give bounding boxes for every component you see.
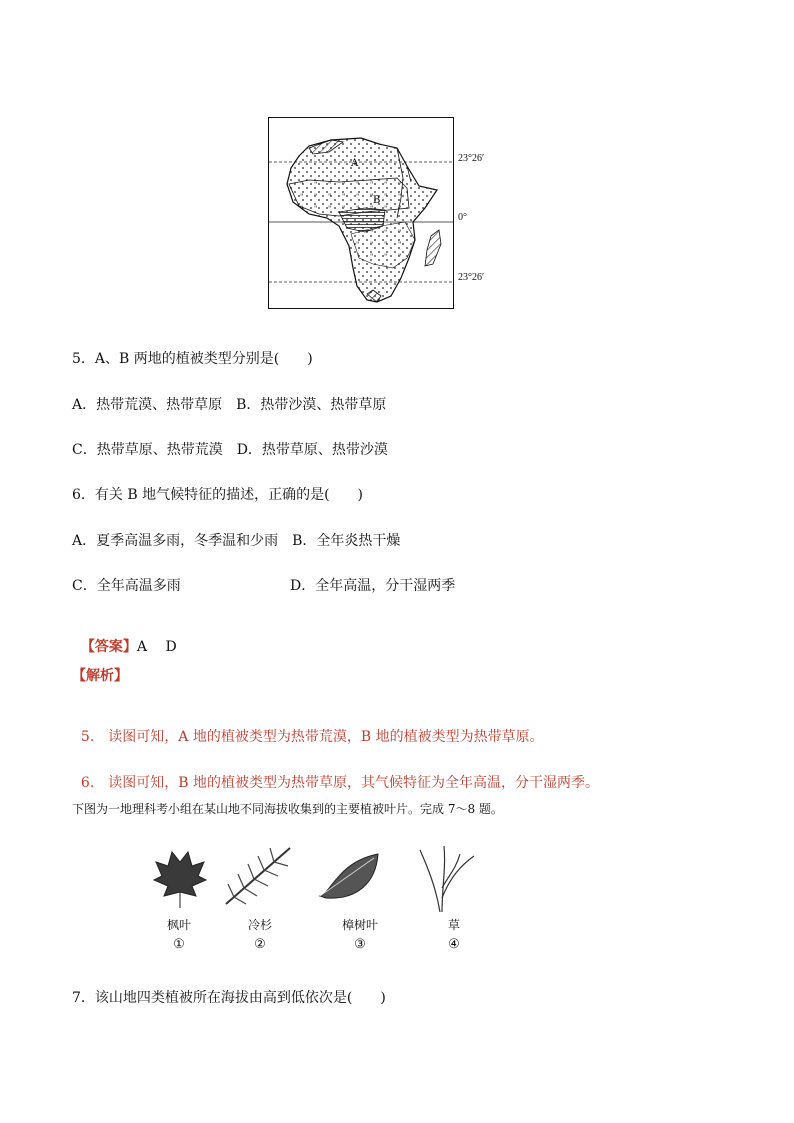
africa-map-svg [269, 118, 453, 308]
grass-icon [420, 846, 474, 912]
answer-value: A D [136, 639, 177, 655]
lat-north-label: 23°26′ [458, 153, 485, 164]
analysis-tag: 【解析】 [72, 668, 128, 684]
q6-options-ab: A．夏季高温多雨，冬季温和少雨 B．全年炎热干燥 [72, 533, 401, 549]
q6-option-d: D．全年高温，分干湿两季 [290, 578, 456, 594]
q5-options-cd: C．热带草原、热带荒漠 D．热带草原、热带沙漠 [72, 442, 388, 458]
fir-branch-icon [226, 848, 290, 904]
leaf-num-4: ④ [448, 937, 460, 952]
camphor-leaf-icon [320, 854, 378, 898]
leaf-label-1: 枫叶 [166, 918, 191, 932]
maple-leaf-icon [154, 852, 206, 908]
analysis-item-6-text: 读图可知，B 地的植被类型为热带草原，其气候特征为全年高温，分干湿两季。 [108, 775, 600, 791]
leaf-label-4: 草 [447, 918, 460, 932]
leaf-num-1: ① [173, 937, 185, 952]
leaf-num-2: ② [254, 937, 266, 952]
analysis-item-6-num: 6. [80, 775, 95, 791]
answer-tag: 【答案】 [80, 639, 137, 655]
q6-option-c: C．全年高温多雨 [72, 578, 181, 594]
lat-equator-label: 0° [458, 212, 467, 223]
answer-line [72, 620, 177, 656]
leaf-label-2: 冷杉 [247, 918, 272, 932]
q5-options-ab: A．热带荒漠、热带草原 B．热带沙漠、热带草原 [72, 397, 387, 413]
q7-8-intro: 下图为一地理科考小组在某山地不同海拔收集到的主要植被叶片。完成 7～8 题。 [72, 802, 503, 816]
analysis-item-5-num: 5. [80, 729, 95, 745]
q5-stem: 5．A、B 两地的植被类型分别是( ) [72, 351, 313, 367]
map-label-a: A [351, 158, 359, 169]
analysis-item-5 [72, 710, 544, 746]
map-label-b: B [373, 195, 381, 206]
q7-stem: 7．该山地四类植被所在海拔由高到低依次是( ) [72, 990, 386, 1006]
leaf-num-3: ③ [354, 937, 366, 952]
lat-south-label: 23°26′ [458, 272, 485, 283]
analysis-item-6 [72, 756, 599, 792]
analysis-item-5-text: 读图可知，A 地的植被类型为热带荒漠，B 地的植被类型为热带草原。 [108, 729, 544, 745]
q6-stem: 6．有关 B 地气候特征的描述，正确的是( ) [72, 487, 364, 503]
leaf-images [140, 838, 500, 914]
africa-vegetation-map [268, 117, 454, 309]
leaf-label-3: 樟树叶 [341, 918, 378, 932]
